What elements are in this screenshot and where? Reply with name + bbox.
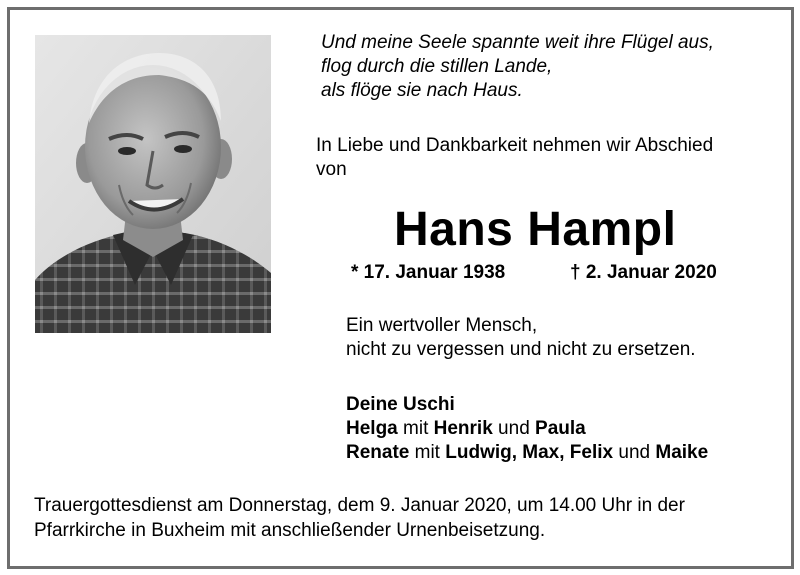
farewell-intro [316,134,713,182]
birth-date: * 17. Januar 1938 [351,262,506,283]
family-member: Maike [655,442,709,463]
poem-line: als flöge sie nach Haus. [321,80,523,101]
family-member: Paula [535,418,586,439]
family-member: Helga [346,418,398,439]
family-member: Renate [346,442,410,463]
tribute-text [346,314,696,362]
connector-text: und [492,418,536,439]
family-member: Ludwig, Max, Felix [445,442,614,463]
tribute-line: nicht zu vergessen und nicht zu ersetzen. [346,339,696,360]
service-line: Pfarrkirche in Buxheim mit anschließender Urnenbeisetzung. [34,520,546,541]
intro-line: In Liebe und Dankbarkeit nehmen wir Abschied [316,135,714,156]
family-member: Deine Uschi [346,394,455,415]
intro-line: von [316,159,347,180]
family-member: Henrik [433,418,493,439]
family-signatures [346,393,708,465]
portrait-photo [35,35,271,333]
connector-text: mit [409,442,446,463]
death-date: † 2. Januar 2020 [570,262,717,283]
connector-text: und [613,442,656,463]
tribute-line: Ein wertvoller Mensch, [346,315,538,336]
poem-verse [321,31,714,103]
poem-line: flog durch die stillen Lande, [321,56,553,77]
deceased-name: Hans Hampl [394,203,677,256]
poem-line: Und meine Seele spannte weit ihre Flügel aus, [321,32,714,53]
connector-text: mit [397,418,434,439]
service-line: Trauergottesdienst am Donnerstag, dem 9. Januar 2020, um 14.00 Uhr in der [34,495,685,516]
portrait-illustration [35,35,271,333]
family-row [346,417,708,441]
family-row [346,441,708,465]
funeral-service-info [34,493,685,543]
family-row [346,393,708,417]
